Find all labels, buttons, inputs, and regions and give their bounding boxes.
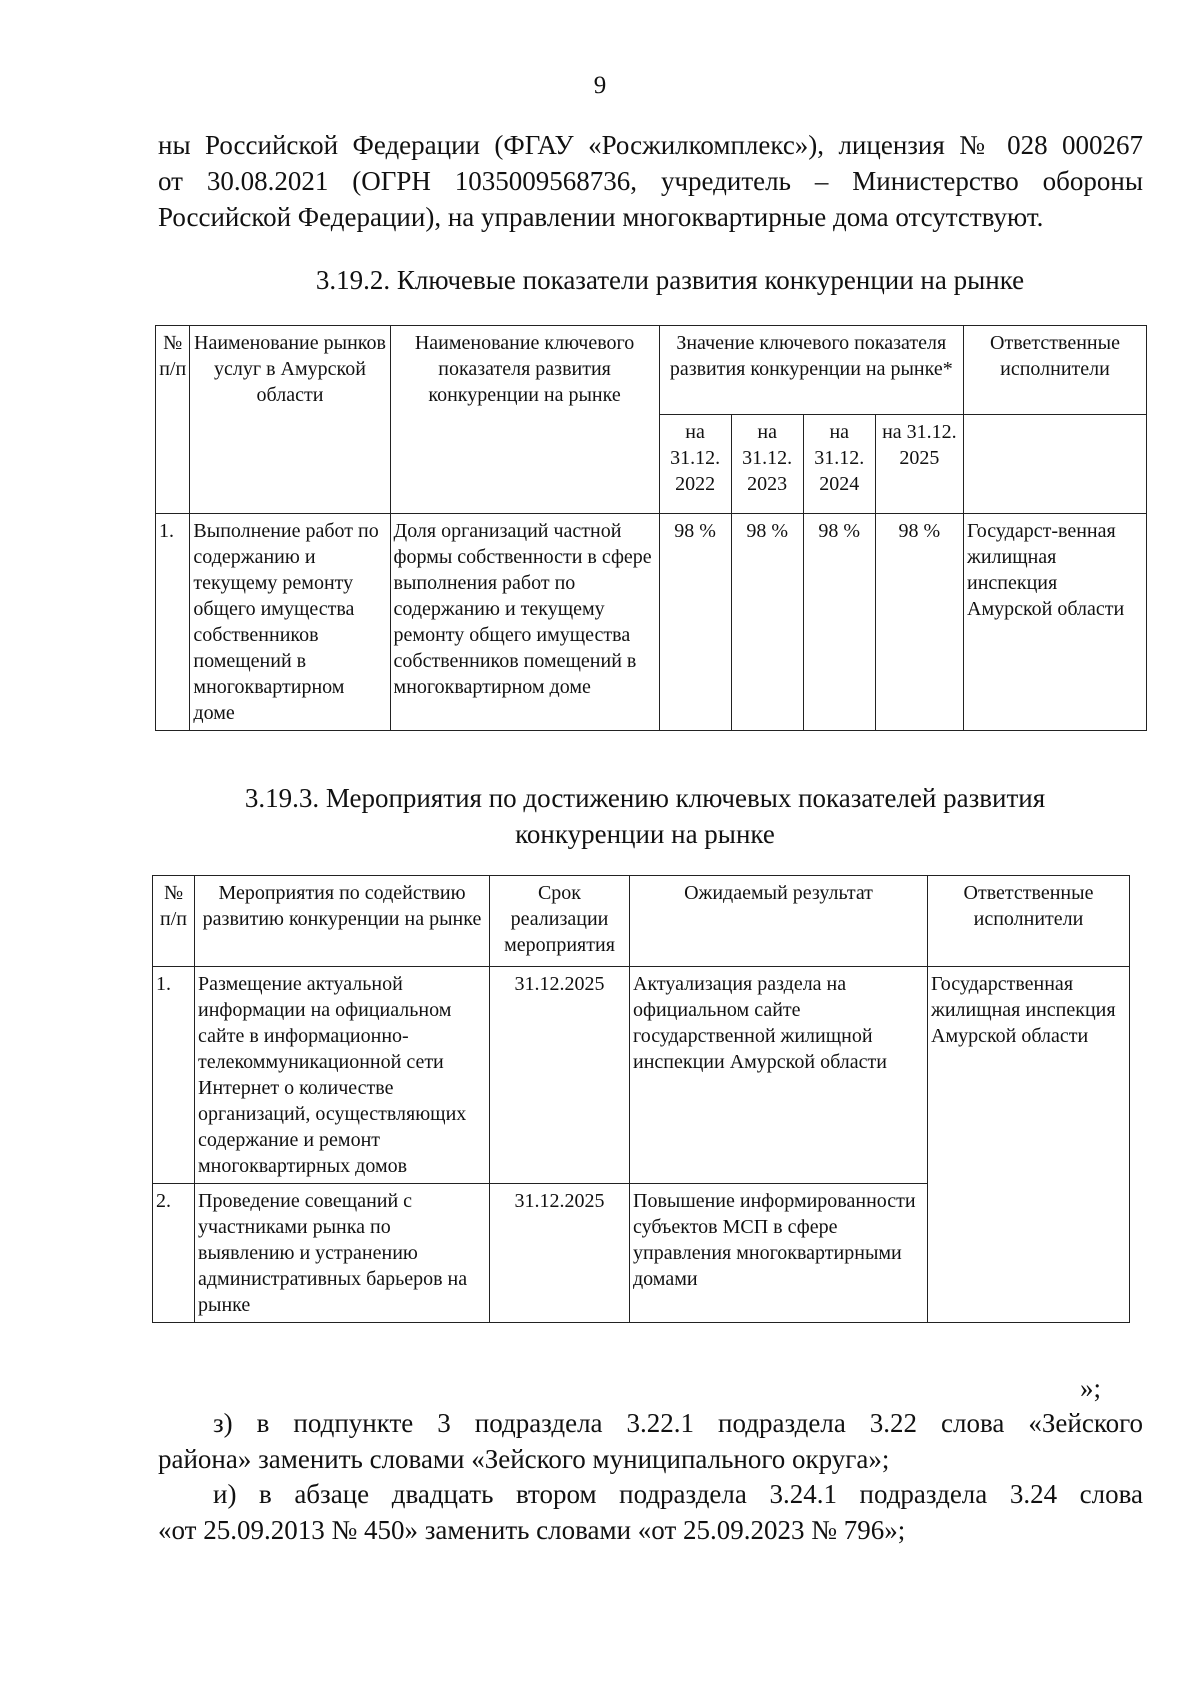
- cell-measure: Размещение актуальной информации на официальном сайте в информационно-телекоммуникационной сети Интернет о количестве организаций, осуществляющих содержание и ремонт многоквартирных домов: [195, 967, 490, 1184]
- cell-num: 1.: [153, 967, 195, 1184]
- cell-term: 31.12.2025: [490, 1184, 630, 1323]
- paragraph-i: [158, 1476, 1143, 1548]
- header-num: № п/п: [156, 326, 190, 514]
- cell-market: Выполнение работ по содержанию и текущему ремонту общего имущества собственников помещений в многоквартирном доме: [190, 514, 390, 731]
- header-num: № п/п: [153, 876, 195, 967]
- header-value: Значение ключевого показателя развития конкуренции на рынке*: [659, 326, 963, 415]
- header-year: на 31.12. 2023: [731, 415, 803, 514]
- section-title-line: 3.19.3. Мероприятия по достижению ключевых показателей развития: [244, 783, 1046, 813]
- intro-paragraph: [158, 127, 1143, 235]
- paragraph-line: района» заменить словами «Зейского муниципального округа»;: [158, 1444, 890, 1474]
- header-responsible: Ответственные исполнители: [928, 876, 1130, 967]
- header-market: Наименование рынков услуг в Амурской области: [190, 326, 390, 514]
- cell-value: 98 %: [659, 514, 731, 731]
- intro-line: от 30.08.2021 (ОГРН 1035009568736, учредитель – Министерство обороны: [158, 166, 1143, 196]
- header-year: на 31.12. 2022: [659, 415, 731, 514]
- cell-value: 98 %: [875, 514, 963, 731]
- cell-value: 98 %: [731, 514, 803, 731]
- section-3-19-3-title: [45, 780, 1200, 852]
- intro-line: ны Российской Федерации (ФГАУ «Росжилкомплекс»), лицензия № 028 000267: [158, 130, 1143, 160]
- header-blank: [964, 415, 1147, 514]
- intro-line: Российской Федерации), на управлении многоквартирные дома отсутствуют.: [158, 202, 1044, 232]
- paragraph-line: и) в абзаце двадцать втором подраздела 3.24.1 подраздела 3.24 слова: [213, 1479, 1143, 1509]
- header-responsible: Ответственные исполнители: [964, 326, 1147, 415]
- section-title-line: конкуренции на рынке: [515, 819, 775, 849]
- section-3-19-2-title: 3.19.2. Ключевые показатели развития конкуренции на рынке: [315, 265, 1025, 295]
- cell-result: Повышение информированности субъектов МСП в сфере управления многоквартирными домами: [630, 1184, 928, 1323]
- paragraph-line: «от 25.09.2013 № 450» заменить словами «от 25.09.2023 № 796»;: [158, 1515, 906, 1545]
- header-term: Срок реализации мероприятия: [490, 876, 630, 967]
- measures-table: [152, 875, 1130, 1323]
- key-indicators-table: [155, 325, 1147, 731]
- cell-measure: Проведение совещаний с участниками рынка по выявлению и устранению административных барьеров на рынке: [195, 1184, 490, 1323]
- cell-responsible: Государственная жилищная инспекция Амурской области: [928, 967, 1130, 1323]
- header-indicator: Наименование ключевого показателя развития конкуренции на рынке: [390, 326, 659, 514]
- header-result: Ожидаемый результат: [630, 876, 928, 967]
- header-measure: Мероприятия по содействию развитию конкуренции на рынке: [195, 876, 490, 967]
- cell-num: 2.: [153, 1184, 195, 1323]
- header-year: на 31.12. 2025: [875, 415, 963, 514]
- header-year: на 31.12. 2024: [803, 415, 875, 514]
- cell-term: 31.12.2025: [490, 967, 630, 1184]
- paragraph-z: [158, 1405, 1143, 1477]
- cell-indicator: Доля организаций частной формы собственности в сфере выполнения работ по содержанию и текущему ремонту общего имущества собственников помещений в многоквартирном доме: [390, 514, 659, 731]
- paragraph-line: з) в подпункте 3 подраздела 3.22.1 подраздела 3.22 слова «Зейского: [213, 1408, 1143, 1438]
- cell-result: Актуализация раздела на официальном сайте государственной жилищной инспекции Амурской области: [630, 967, 928, 1184]
- cell-responsible: Государст-венная жилищная инспекция Амурской области: [964, 514, 1147, 731]
- cell-num: 1.: [156, 514, 190, 731]
- table-row: [153, 967, 1130, 1184]
- page-number: 9: [593, 72, 607, 99]
- closing-quote: »;: [1080, 1373, 1102, 1403]
- table-row: [156, 514, 1147, 731]
- cell-value: 98 %: [803, 514, 875, 731]
